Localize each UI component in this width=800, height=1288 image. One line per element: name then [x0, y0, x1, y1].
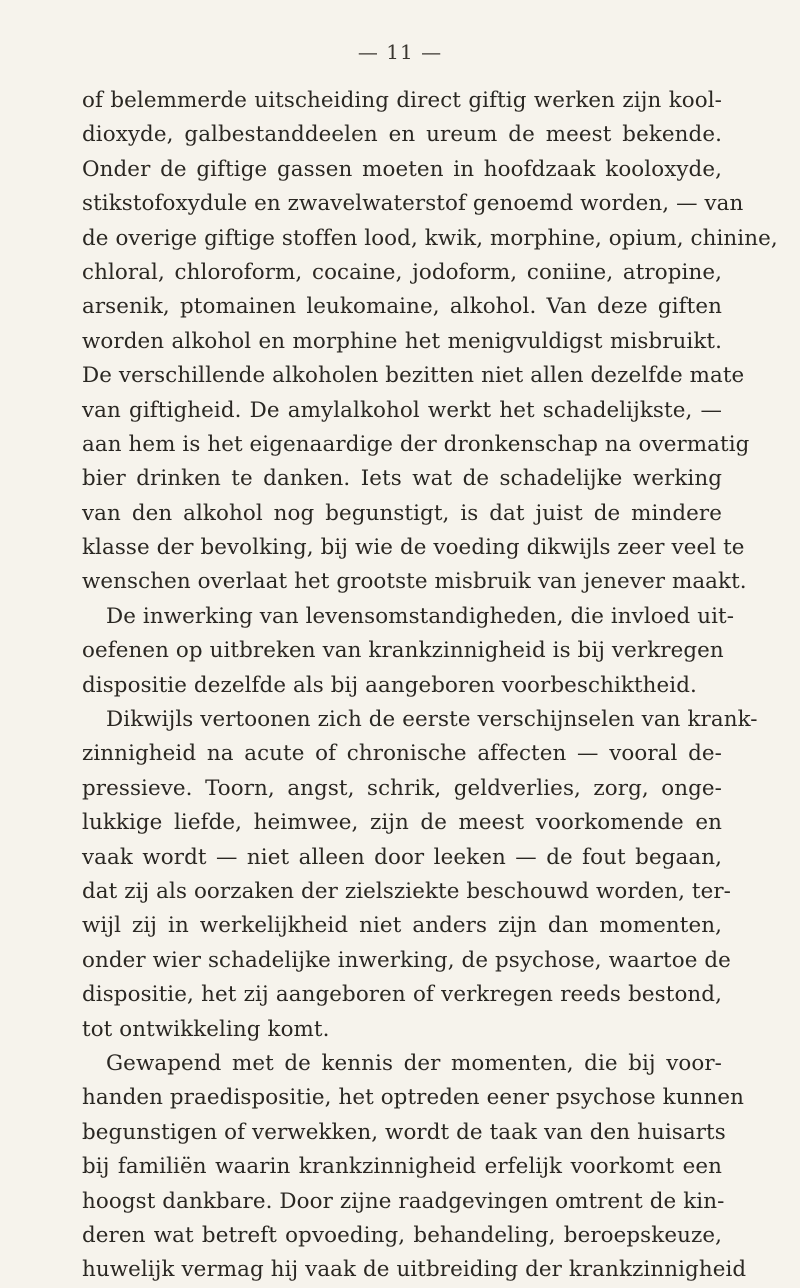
text-line: lukkige liefde, heimwee, zijn de meest voorkomende en — [82, 810, 722, 836]
text-line: chloral, chloroform, cocaine, jodoform, coniine, atropine, — [82, 259, 722, 285]
text-line: zinnigheid na acute of chronische affecten — vooral de- — [82, 741, 722, 767]
text-line: tot ontwikkeling komt. — [82, 1016, 330, 1042]
text-line: aan hem is het eigenaardige der dronkenschap na overmatig — [82, 431, 750, 457]
text-line: stikstofoxydule en zwavelwaterstof genoemd worden, — van — [82, 191, 744, 217]
text-line: onder wier schadelijke inwerking, de psychose, waartoe de — [82, 947, 731, 973]
text-line: vaak wordt — niet alleen door leeken — de fout begaan, — [82, 844, 722, 870]
text-line: Gewapend met de kennis der momenten, die bij voor- — [106, 1050, 722, 1076]
text-line: huwelijk vermag hij vaak de uitbreiding der krankzinnigheid — [82, 1257, 747, 1283]
text-line: De inwerking van levensomstandigheden, die invloed uit- — [106, 603, 735, 629]
text-line: hoogst dankbare. Door zijne raadgevingen omtrent de kin- — [82, 1188, 725, 1214]
page-number: — 11 — — [357, 40, 443, 64]
text-line: deren wat betreft opvoeding, behandeling, beroepskeuze, — [82, 1222, 722, 1248]
text-line: De verschillende alkoholen bezitten niet allen dezelfde mate — [82, 363, 745, 389]
text-line: wenschen overlaat het grootste misbruik van jenever maakt. — [82, 569, 747, 595]
body-text — [82, 84, 778, 1288]
text-line: de overige giftige stoffen lood, kwik, morphine, opium, chinine, — [82, 225, 778, 251]
text-line: Onder de giftige gassen moeten in hoofdzaak kooloxyde, — [82, 156, 722, 182]
text-line: handen praedispositie, het optreden eener psychose kunnen — [82, 1085, 744, 1111]
text-line: Dikwijls vertoonen zich de eerste verschijnselen van krank- — [106, 707, 758, 733]
text-line: dioxyde, galbestanddeelen en ureum de meest bekende. — [82, 122, 722, 148]
text-line: bier drinken te danken. Iets wat de schadelijke werking — [82, 466, 722, 492]
text-line: pressieve. Toorn, angst, schrik, geldverlies, zorg, onge- — [82, 775, 722, 801]
text-line: worden alkohol en morphine het menigvuldigst misbruikt. — [82, 328, 722, 354]
text-line: wijl zij in werkelijkheid niet anders zijn dan momenten, — [82, 913, 722, 939]
text-line: dispositie, het zij aangeboren of verkregen reeds bestond, — [82, 982, 722, 1008]
text-line: klasse der bevolking, bij wie de voeding dikwijls zeer veel te — [82, 535, 745, 561]
text-line: dispositie dezelfde als bij aangeboren voorbeschiktheid. — [82, 672, 697, 698]
text-line: of belemmerde uitscheiding direct giftig werken zijn kool- — [82, 88, 722, 113]
text-line: arsenik, ptomainen leukomaine, alkohol. Van deze giften — [82, 294, 722, 320]
text-line: oefenen op uitbreken van krankzinnigheid is bij verkregen — [82, 638, 724, 664]
text-line: van den alkohol nog begunstigt, is dat juist de mindere — [82, 500, 722, 526]
text-line: van giftigheid. De amylalkohol werkt het schadelijkste, — — [82, 397, 722, 423]
text-line: bij familiën waarin krankzinnigheid erfelijk voorkomt een — [82, 1154, 722, 1180]
text-line: dat zij als oorzaken der zielsziekte beschouwd worden, ter- — [82, 878, 731, 904]
text-line: begunstigen of verwekken, wordt de taak van den huisarts — [82, 1119, 726, 1145]
